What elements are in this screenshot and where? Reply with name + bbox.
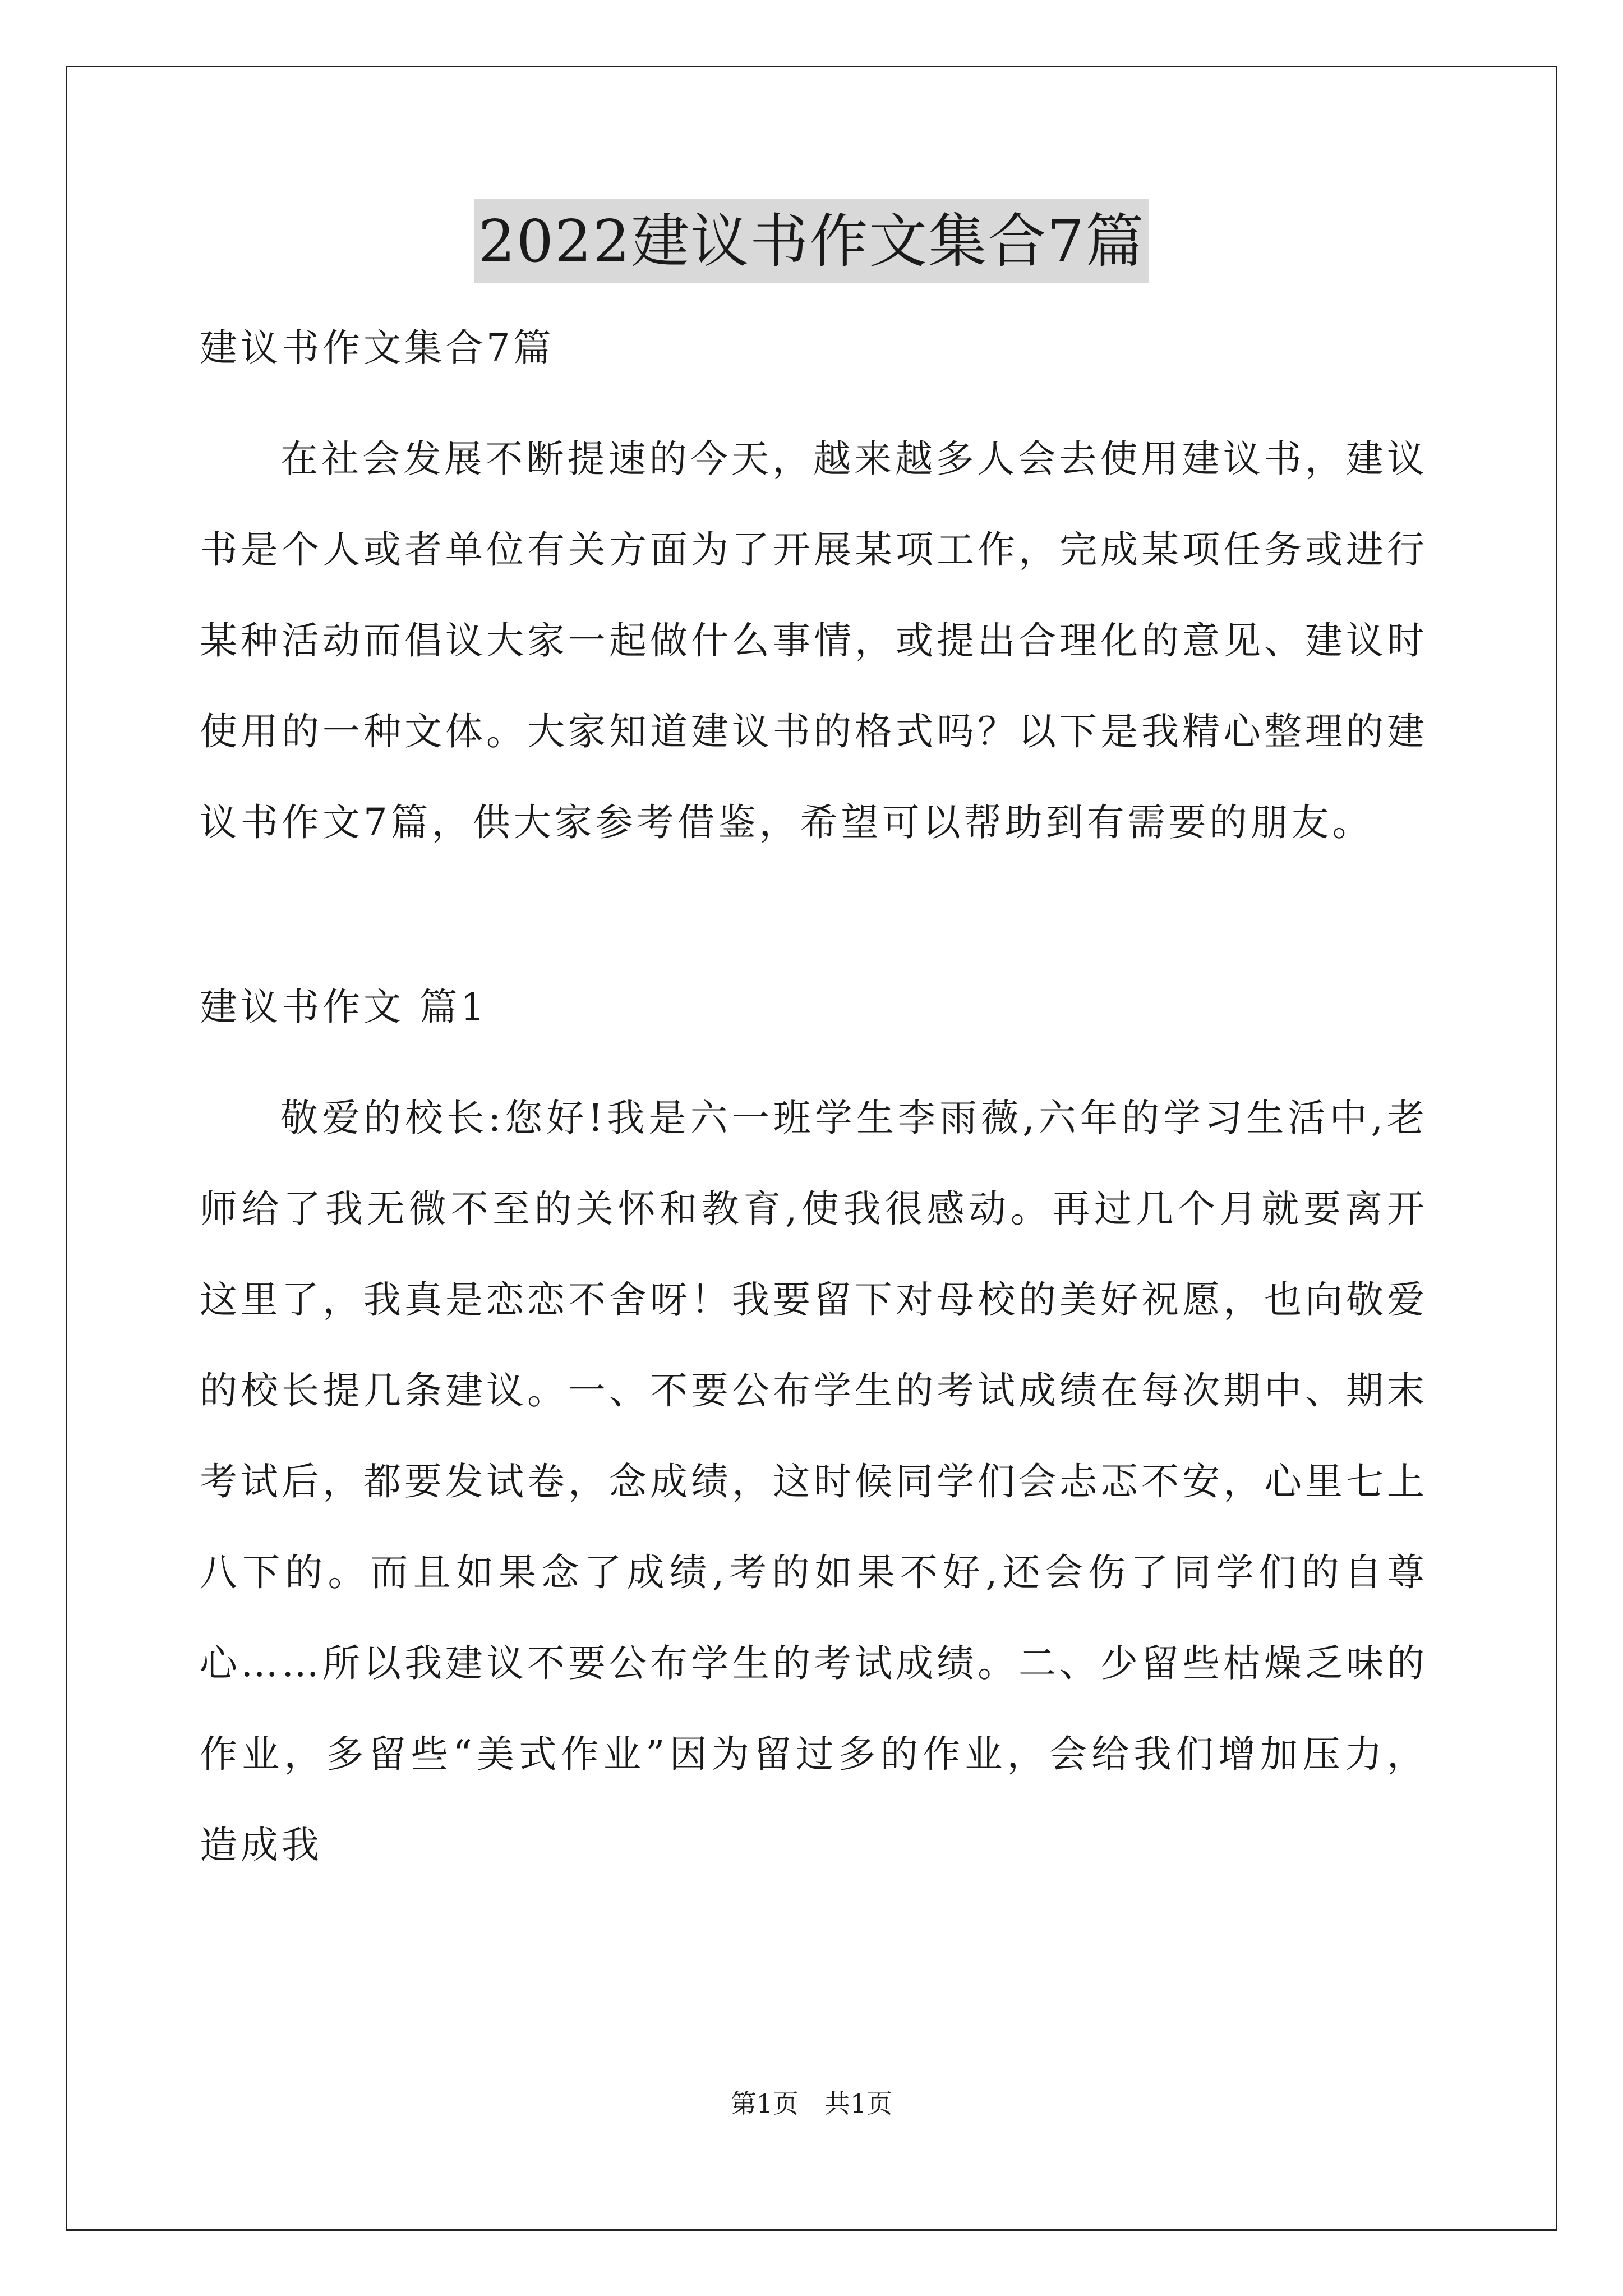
title-wrap: [0, 199, 1623, 283]
document-subtitle: 建议书作文集合7篇: [200, 326, 555, 370]
document-title: 2022建议书作文集合7篇: [474, 199, 1150, 283]
intro-paragraph: 在社会发展不断提速的今天，越来越多人会去使用建议书，建议书是个人或者单位有关方面为了开展某项工作，完成某项任务或进行某种活动而倡议大家一起做什么事情，或提出合理化的意见、建议时使用的一种文体。大家知道建议书的格式吗？以下是我精心整理的建议书作文7篇，供大家参考借鉴，希望可以帮助到有需要的朋友。: [200, 437, 1428, 844]
section-paragraph: 敬爱的校长:您好!我是六一班学生李雨薇,六年的学习生活中,老师给了我无微不至的关怀和教育,使我很感动。再过几个月就要离开这里了，我真是恋恋不舍呀！我要留下对母校的美好祝愿，也向敬爱的校长提几条建议。一、不要公布学生的考试成绩在每次期中、期末考试后，都要发试卷，念成绩，这时候同学们会忐忑不安，心里七上八下的。而且如果念了成绩,考的如果不好,还会伤了同学们的自尊心……所以我建议不要公布学生的考试成绩。二、少留些枯燥乏味的作业，多留些“美式作业”因为留过多的作业，会给我们增加压力，造成我: [200, 1096, 1428, 1867]
section-heading: 建议书作文 篇1: [200, 985, 488, 1029]
document-body: [200, 314, 1428, 1890]
page-footer: 第1页 共1页: [730, 2088, 893, 2119]
